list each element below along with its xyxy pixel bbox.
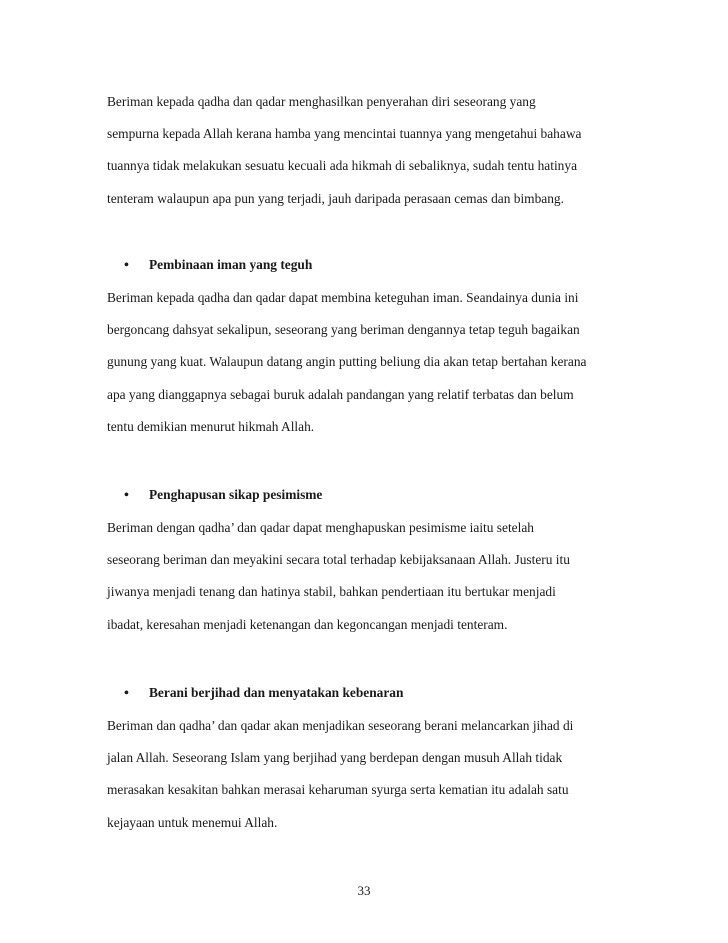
text-line: kejayaan untuk menemui Allah. [107, 814, 278, 830]
text-line: jalan Allah. Seseorang Islam yang berjihad yang berdepan dengan musuh Allah tidak [107, 750, 563, 766]
text-line: Beriman dengan qadha’ dan qadar dapat menghapuskan pesimisme iaitu setelah [107, 520, 534, 535]
text-line: bergoncang dahsyat sekalipun, seseorang yang beriman dengannya tetap teguh bagaikan [107, 322, 580, 338]
text-line: tuannya tidak melakukan sesuatu kecuali ada hikmah di sebaliknya, sudah tentu hatinya [107, 158, 578, 174]
page-number: 33 [357, 883, 371, 898]
text-line: tentu demikian menurut hikmah Allah. [107, 418, 315, 434]
bullet-icon: • [124, 686, 129, 701]
bullet-icon: • [124, 258, 129, 273]
text-line: jiwanya menjadi tenang dan hatinya stabil, bahkan pendertiaan itu bertukar menjadi [107, 584, 556, 600]
section-heading-penghapusan-pesimisme [124, 486, 624, 505]
text-line: ibadat, keresahan menjadi ketenangan dan kegoncangan menjadi tenteram. [107, 616, 508, 632]
paragraph-intro [107, 86, 632, 215]
text-line: seseorang beriman dan meyakini secara total terhadap kebijaksanaan Allah. Justeru itu [107, 552, 570, 568]
text-line: Beriman kepada qadha dan qadar menghasilkan penyerahan diri seseorang yang [107, 94, 536, 109]
text-line: sempurna kepada Allah kerana hamba yang mencintai tuannya yang mengetahui bahawa [107, 126, 582, 142]
text-line: Beriman kepada qadha dan qadar dapat membina keteguhan iman. Seandainya dunia ini [107, 290, 579, 305]
heading-text: Berani berjihad dan menyatakan kebenaran [149, 685, 404, 700]
paragraph-penghapusan-pesimisme [107, 512, 632, 641]
text-line: apa yang dianggapnya sebagai buruk adalah pandangan yang relatif terbatas dan belum [107, 386, 574, 402]
heading-text: Pembinaan iman yang teguh [149, 257, 313, 272]
text-line: merasakan kesakitan bahkan merasai keharuman syurga serta kematian itu adalah satu [107, 782, 569, 798]
paragraph-pembinaan-iman [107, 282, 632, 443]
text-line: tenteram walaupun apa pun yang terjadi, jauh daripada perasaan cemas dan bimbang. [107, 190, 564, 206]
text-line: Beriman dan qadha’ dan qadar akan menjadikan seseorang berani melancarkan jihad di [107, 718, 574, 733]
section-heading-berani-berjihad [124, 684, 624, 703]
section-heading-pembinaan-iman [124, 256, 624, 275]
paragraph-berani-berjihad [107, 710, 632, 839]
bullet-icon: • [124, 488, 129, 503]
text-line: gunung yang kuat. Walaupun datang angin putting beliung dia akan tetap bertahan kerana [107, 354, 587, 370]
heading-text: Penghapusan sikap pesimisme [149, 487, 323, 502]
